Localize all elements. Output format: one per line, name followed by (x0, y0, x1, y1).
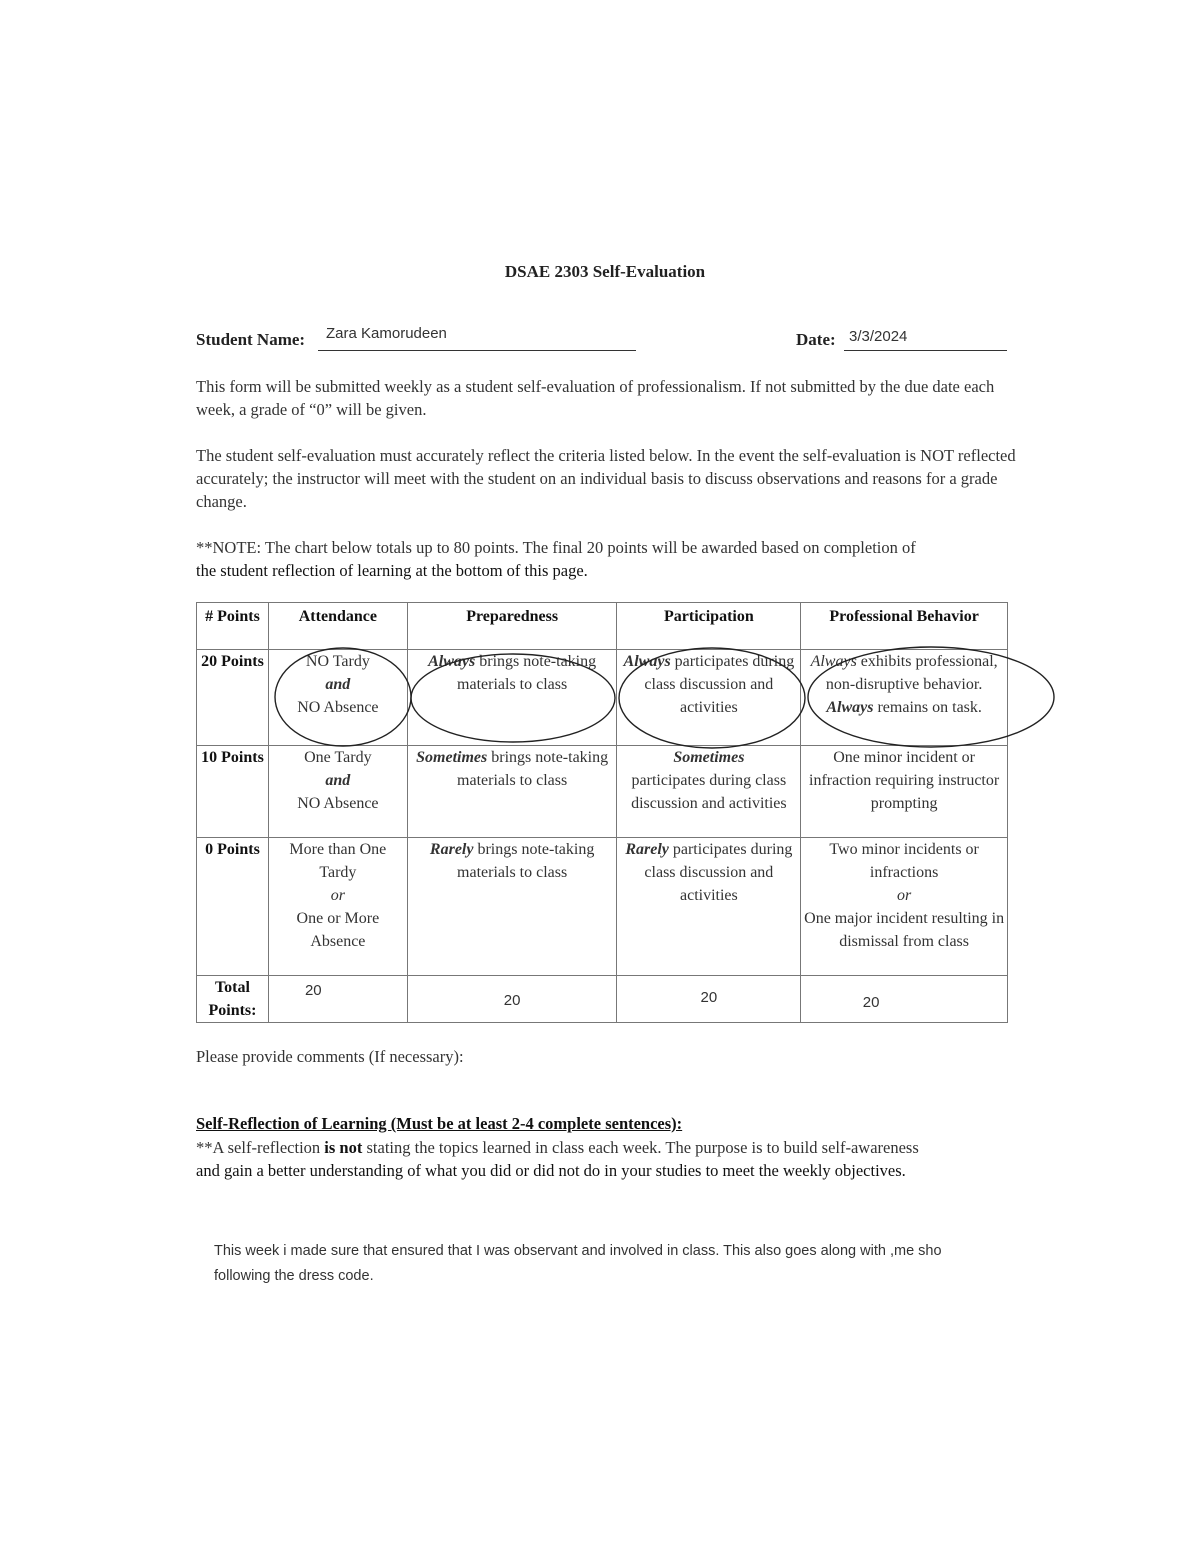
accuracy-instructions: The student self-evaluation must accurately reflect the criteria listed below. In the event the self-evaluation is NOT reflected accurately; the instructor will meet with the student on an individual basis to discuss observations and reasons for a grade change. (196, 446, 1016, 511)
rubric-totals-row (197, 976, 1008, 1023)
row-20-behavior-text1: exhibits professional, non-disruptive behavior. (825, 653, 998, 693)
row-20-points: 20 Points (197, 650, 269, 746)
date-field[interactable]: 3/3/2024 (849, 328, 908, 345)
row-0-points: 0 Points (197, 838, 269, 976)
row-20-preparedness-text: brings note-taking materials to class (457, 653, 597, 693)
row-20-participation-em: Always (623, 653, 671, 670)
total-participation-field[interactable]: 20 (617, 976, 801, 1023)
reflection-response-field[interactable] (214, 1239, 1084, 1289)
row-0-participation-text: participates during class discussion and activities (644, 841, 793, 904)
page-title: DSAE 2303 Self-Evaluation (504, 262, 706, 281)
row-0-behavior-line2: One major incident resulting in dismissal from class (804, 910, 1005, 950)
row-20-participation-text: participates during class discussion and activities (644, 653, 795, 716)
total-attendance-field[interactable]: 20 (268, 976, 407, 1023)
row-0-behavior[interactable] (801, 838, 1008, 976)
total-behavior-field[interactable]: 20 (801, 976, 1008, 1023)
row-10-preparedness-em: Sometimes (416, 749, 488, 766)
row-10-attendance-line2: NO Absence (297, 795, 379, 812)
row-10-attendance-line1: One Tardy (304, 749, 372, 766)
header-attendance: Attendance (268, 603, 407, 650)
row-10-participation[interactable] (617, 746, 801, 838)
row-0-attendance-line2: One or More Absence (296, 910, 380, 950)
row-20-preparedness[interactable] (407, 650, 617, 746)
date-label: Date: (796, 330, 836, 349)
row-20-attendance-line2: NO Absence (297, 699, 379, 716)
student-name-label: Student Name: (196, 330, 306, 349)
row-0-participation[interactable] (617, 838, 801, 976)
header-preparedness: Preparedness (407, 603, 617, 650)
submission-instructions: This form will be submitted weekly as a student self-evaluation of professionalism. If not submitted by the due date each week, a grade of “0” will be given. (196, 377, 995, 419)
row-10-attendance-conj: and (325, 772, 351, 789)
points-note (196, 536, 1016, 582)
total-preparedness-field[interactable]: 20 (407, 976, 617, 1023)
row-0-attendance-conj: or (330, 887, 345, 904)
row-0-behavior-line1: Two minor incidents or infractions (829, 841, 979, 881)
reflection-instructions-line1 (196, 1136, 1016, 1159)
row-10-participation-em: Sometimes (673, 749, 745, 766)
student-name-field[interactable]: Zara Kamorudeen (326, 325, 447, 342)
row-10-behavior[interactable]: One minor incident or infraction requiring instructor prompting (801, 746, 1008, 838)
row-0-participation-em: Rarely (625, 841, 669, 858)
rubric-header-row (197, 603, 1008, 650)
reflection-instr-a: **A self-reflection (196, 1138, 325, 1157)
row-0-preparedness-text: brings note-taking materials to class (457, 841, 595, 881)
row-10-attendance[interactable] (268, 746, 407, 838)
row-20-behavior-em2: Always (826, 699, 874, 716)
row-0-preparedness[interactable] (407, 838, 617, 976)
reflection-response-line2: following the dress code. (214, 1268, 374, 1284)
row-0-attendance-line1: More than One Tardy (289, 841, 387, 881)
reflection-instr-not: is not (324, 1138, 363, 1157)
row-20-preparedness-em: Always (428, 653, 476, 670)
header-points: # Points (197, 603, 269, 650)
row-0-attendance[interactable] (268, 838, 407, 976)
reflection-response-line1: This week i made sure that ensured that I was observant and involved in class. This also goes along with ,me sho (214, 1243, 942, 1259)
row-20-behavior[interactable] (801, 650, 1008, 746)
row-10-preparedness[interactable] (407, 746, 617, 838)
points-note-line1: **NOTE: The chart below totals up to 80 points. The final 20 points will be awarded based on completion of (196, 538, 916, 557)
rubric-row-10 (197, 746, 1008, 838)
header-participation: Participation (617, 603, 801, 650)
row-0-preparedness-em: Rarely (429, 841, 474, 858)
row-20-behavior-text2: remains on task. (873, 699, 982, 716)
reflection-instructions (196, 1136, 1016, 1182)
row-10-preparedness-text: brings note-taking materials to class (457, 749, 609, 789)
row-20-attendance-conj: and (325, 676, 351, 693)
row-20-attendance-line1: NO Tardy (305, 653, 370, 670)
rubric-table (196, 602, 1008, 1023)
row-20-attendance[interactable] (268, 650, 407, 746)
reflection-instr-b: stating the topics learned in class each week. The purpose is to build self-awareness (362, 1138, 919, 1157)
row-10-participation-text: participates during class discussion and activities (631, 772, 787, 812)
points-note-line2: the student reflection of learning at the bottom of this page. (196, 561, 588, 580)
row-0-behavior-conj: or (897, 887, 912, 904)
row-20-participation[interactable] (617, 650, 801, 746)
row-10-points: 10 Points (197, 746, 269, 838)
rubric-row-20 (197, 650, 1008, 746)
comments-prompt: Please provide comments (If necessary): (196, 1047, 464, 1066)
row-20-behavior-em1: Always (810, 653, 857, 670)
reflection-instructions-line2: and gain a better understanding of what you did or did not do in your studies to meet the weekly objectives. (196, 1161, 906, 1180)
reflection-heading: Self-Reflection of Learning (Must be at least 2-4 complete sentences): (196, 1114, 683, 1133)
header-professional-behavior: Professional Behavior (801, 603, 1008, 650)
rubric-row-0 (197, 838, 1008, 976)
totals-label: Total Points: (197, 976, 269, 1023)
